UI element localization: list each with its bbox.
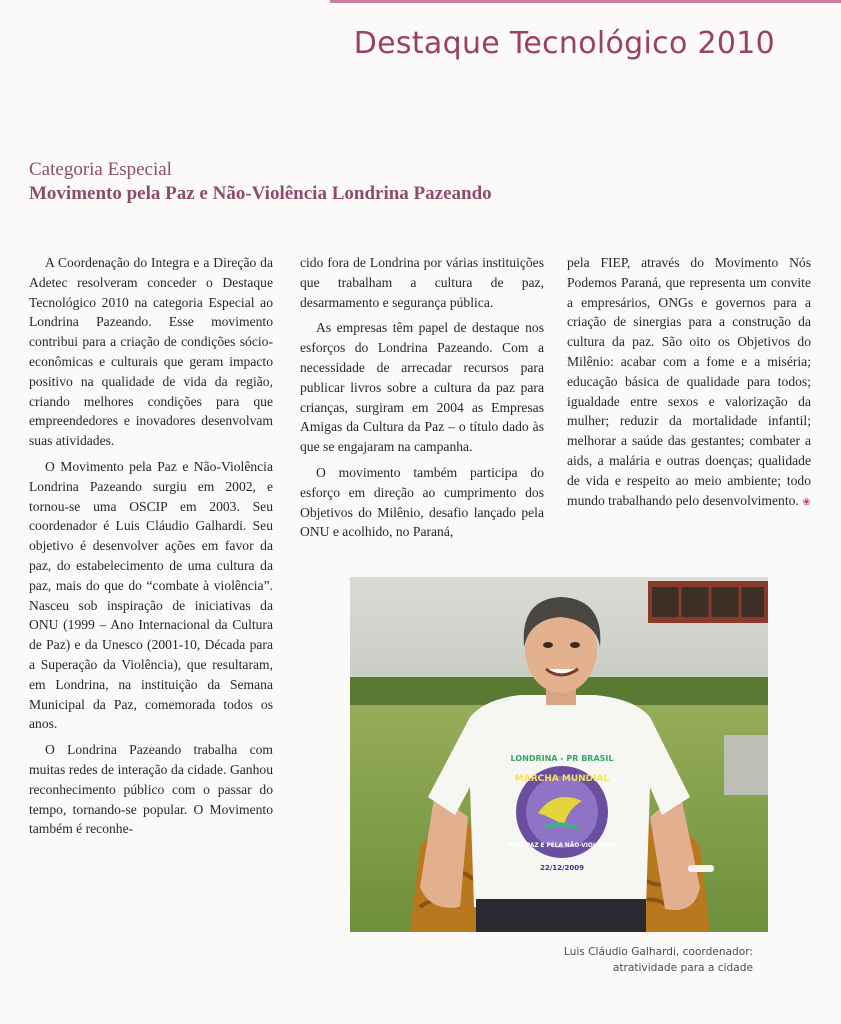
caption-line-1: Luis Cláudio Galhardi, coordenador: <box>563 946 753 958</box>
shirt-line-1: MARCHA MUNDIAL <box>514 774 610 784</box>
shirt-date: 22/12/2009 <box>539 864 585 872</box>
article-category: Categoria Especial <box>29 159 172 180</box>
section-title: Destaque Tecnológico 2010 <box>353 26 775 61</box>
paragraph-continued: cido fora de Londrina por várias instituições que trabalham a cultura de paz, desarmamento e segurança pública. <box>300 255 544 310</box>
header-rule <box>330 0 841 3</box>
photo-caption <box>500 944 753 976</box>
portrait-illustration <box>350 577 768 932</box>
paragraph-text: pela FIEP, através do Movimento Nós Podemos Paraná, que representa um convite a empresários, ONGs e governos para a criação de sinergias para a construção da cultura da paz. São oito os Objetivos do Milênio: acabar com a fome e a miséria; educação básica de qualidade para todos; igualdade entre sexos e valorização da mulher; reduzir da mortalidade infantil; melhorar a saúde das gestantes; combater a aids, a malária e outras doenças; qualidade de vida e respeito ao meio ambiente; todo mundo trabalhando pelo desenvolvimento. <box>567 255 811 508</box>
paragraph: O movimento também participa do esforço em direção ao cumprimento dos Objetivos do Milênio, desafio lançado pela ONU e acolhido, no Paraná, <box>300 464 544 540</box>
article-headline: Movimento pela Paz e Não-Violência Londrina Pazeando <box>29 183 492 204</box>
bench <box>724 735 768 795</box>
paragraph: O Londrina Pazeando trabalha com muitas redes de interação da cidade. Ganhou reconhecimento público com o passar do tempo, tornando-se popular. O Movimento também é reconhe- <box>29 742 273 837</box>
caption-line-2: atratividade para a cidade <box>612 962 753 974</box>
article-column-2 <box>300 253 544 548</box>
shirt-line-2: PELA PAZ E PELA NÃO-VIOLÊNCIA <box>507 843 617 849</box>
end-of-article-icon: ❀ <box>802 496 811 508</box>
paragraph: A Coordenação do Integra e a Direção da Adetec resolveram conceder o Destaque Tecnológico 2010 na categoria Especial ao Londrina Pazeando. Esse movimento contribui para a criação de condições sócio-econômicas e culturais que geram impacto positivo na qualidade de vida da região, criando melhores condições para que empreendedores e inovadores desenvolvam suas atividades. <box>29 255 273 449</box>
trousers <box>476 899 646 932</box>
article-column-1 <box>29 253 273 845</box>
article-column-3 <box>567 253 811 518</box>
shirt-arc-text: LONDRINA - PR BRASIL <box>510 754 614 763</box>
paragraph: O Movimento pela Paz e Não-Violência Londrina Pazeando surgiu em 2002, e tornou-se uma OSCIP em 2003. Seu coordenador é Luis Cláudio Galhardi. Seu objetivo é desenvolver ações em favor da paz, do estabelecimento de uma cultura da paz, mais do que do “combate à violência”. Nasceu sob inspiração de iniciativas da ONU (1999 – Ano Internacional da Cultura de Paz) e da Unesco (2001-10, Década para a Superação da Violência), que resultaram, em Londrina, na instituição da Semana Municipal da Paz, comemorada todos os anos. <box>29 458 273 732</box>
article-photo <box>350 577 768 932</box>
paragraph: As empresas têm papel de destaque nos esforços do Londrina Pazeando. Com a necessidade de arrecadar recursos para publicar livros sobre a cultura da paz para crianças, surgiram em 2004 as Empresas Amigas da Cultura da Paz – o título dado às que se engajaram na campanha. <box>300 320 544 455</box>
paragraph-continued <box>567 253 811 512</box>
